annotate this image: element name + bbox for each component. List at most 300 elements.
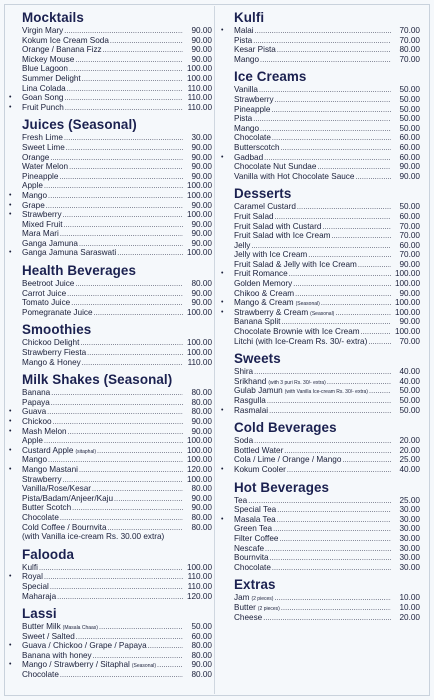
menu-item: [220, 465, 420, 475]
section-cold-beverages: [220, 420, 420, 477]
item-name: Chocolate: [234, 133, 271, 143]
item-name: Strawberry: [22, 474, 62, 484]
item-name: Fruit Romance: [234, 269, 288, 279]
menu-item: [220, 386, 420, 396]
item-price: 30.00: [399, 543, 420, 553]
menu-item: [8, 532, 212, 542]
menu-item: [220, 367, 420, 377]
item-price: 40.00: [399, 464, 420, 474]
menu-item: [8, 172, 212, 182]
item-price: 50.00: [399, 85, 420, 95]
item-price: 100.00: [186, 248, 212, 258]
item-name: Mango: [22, 190, 48, 200]
menu-right-column: [220, 8, 420, 625]
section-milk-shakes-seasonal: [8, 372, 212, 545]
menu-item: [8, 398, 212, 408]
item-price: 25.00: [399, 495, 420, 505]
bullet-icon: •: [9, 427, 12, 435]
item-price: 10.00: [399, 602, 420, 612]
bullet-icon: •: [9, 408, 12, 416]
item-price: 90.00: [191, 503, 212, 513]
section-desserts: [220, 186, 420, 349]
menu-item: [8, 348, 212, 358]
section-juices-seasonal: [8, 117, 212, 261]
item-name: Jelly with Ice Cream: [234, 250, 308, 260]
item-price: 90.00: [399, 171, 420, 181]
item-name: Chickoo: [22, 417, 52, 426]
menu-item: [220, 260, 420, 270]
menu-item: [8, 153, 212, 163]
item-price: 50.00: [191, 622, 212, 632]
item-name: Golden Memory: [234, 279, 293, 289]
item-name: Butter Milk: [22, 622, 61, 632]
menu-item: [8, 407, 212, 417]
menu-item: [8, 660, 212, 670]
menu-item: [220, 85, 420, 95]
menu-item: [220, 289, 420, 299]
menu-item: [8, 523, 212, 533]
menu-item: [220, 55, 420, 65]
item-name: Papaya: [22, 397, 50, 407]
item-price: 90.00: [191, 426, 212, 436]
item-name: Banana: [22, 388, 51, 398]
item-price: 80.00: [191, 650, 212, 660]
item-price: 90.00: [191, 54, 212, 64]
item-name: Mixed Fruit: [22, 219, 63, 229]
item-price: 90.00: [191, 238, 212, 248]
item-price: 90.00: [191, 35, 212, 45]
menu-item: [8, 84, 212, 94]
menu-item: [8, 308, 212, 318]
item-price: 100.00: [186, 348, 212, 358]
item-price: 90.00: [191, 660, 212, 670]
item-price: 90.00: [191, 298, 212, 308]
menu-item: [220, 45, 420, 55]
bullet-icon: •: [9, 211, 12, 219]
item-price: 100.00: [394, 279, 420, 289]
menu-item: [220, 327, 420, 337]
item-name: Mango: [234, 54, 260, 64]
menu-item: [8, 622, 212, 632]
item-price: 50.00: [399, 405, 420, 415]
menu-item: [220, 114, 420, 124]
item-name: Fruit Salad: [234, 211, 274, 221]
menu-item: [220, 298, 420, 308]
section-ice-creams: [220, 69, 420, 184]
menu-item: [8, 563, 212, 573]
section-title: Kulfi: [234, 10, 265, 25]
item-name: (with Vanilla ice-cream Rs. 30.00 extra): [22, 532, 165, 542]
item-name: Mango / Strawberry / Sitaphal: [22, 660, 130, 670]
item-price: 60.00: [399, 152, 420, 162]
menu-item: [8, 582, 212, 592]
section-mocktails: [8, 10, 212, 115]
item-price: 110.00: [187, 572, 212, 582]
menu-item: [8, 503, 212, 513]
dot-leader: [94, 308, 183, 319]
dot-leader: [355, 172, 391, 183]
item-name: Green Tea: [234, 524, 273, 534]
item-price: 80.00: [191, 397, 212, 407]
menu-item: [220, 105, 420, 115]
menu-item: [8, 220, 212, 230]
bullet-icon: •: [221, 27, 224, 34]
menu-item: [8, 513, 212, 523]
item-price: 70.00: [399, 26, 420, 35]
menu-item: [8, 74, 212, 84]
menu-item: [220, 337, 420, 347]
section-title: Milk Shakes (Seasonal): [22, 372, 173, 388]
item-price: 100.00: [186, 562, 212, 572]
item-name: Malai: [234, 26, 254, 35]
menu-item: [8, 133, 212, 143]
menu-item: [8, 289, 212, 299]
menu-item: [8, 279, 212, 289]
item-name: Pomegranate Juice: [22, 307, 93, 317]
bullet-icon: •: [9, 94, 12, 102]
item-price: 20.00: [399, 436, 420, 446]
menu-item: [8, 455, 212, 465]
bullet-icon: •: [9, 191, 12, 199]
item-price: 110.00: [187, 93, 212, 103]
item-price: 50.00: [399, 94, 420, 104]
menu-item: [220, 153, 420, 163]
item-name: Banana with honey: [22, 650, 92, 660]
menu-item: [220, 524, 420, 534]
menu-item: [220, 377, 420, 387]
menu-item: [220, 26, 420, 36]
menu-item: [8, 436, 212, 446]
menu-item: [8, 143, 212, 153]
dot-leader: [272, 563, 391, 574]
item-price: 100.00: [186, 210, 212, 220]
item-price: 100.00: [394, 298, 420, 308]
item-price: 80.00: [191, 407, 212, 417]
item-price: 100.00: [186, 307, 212, 317]
item-note: (Seasonal): [295, 301, 320, 308]
bullet-icon: •: [221, 153, 224, 161]
section-hot-beverages: [220, 480, 420, 576]
item-price: 70.00: [399, 221, 420, 231]
menu-item: [8, 248, 212, 258]
item-name: Ganga Jamuna: [22, 238, 78, 248]
section-extras: [220, 577, 420, 625]
menu-item: [8, 572, 212, 582]
item-price: 60.00: [191, 631, 212, 641]
item-price: 90.00: [191, 493, 212, 503]
item-name: Lina Colada: [22, 83, 66, 93]
item-name: Tea: [234, 495, 248, 505]
item-name: Butter Scotch: [22, 503, 72, 513]
item-name: Pineapple: [234, 104, 271, 114]
item-price: 30.00: [399, 533, 420, 543]
item-name: Cold Coffee / Bournvita: [22, 522, 107, 532]
item-price: 90.00: [191, 45, 212, 55]
item-price: 90.00: [191, 171, 212, 181]
menu-item: [220, 241, 420, 251]
item-price: 100.00: [394, 307, 420, 317]
item-price: 80.00: [399, 45, 420, 55]
dot-leader: [368, 337, 391, 348]
section-title: Extras: [234, 577, 276, 593]
item-note: (Seasonal): [310, 310, 335, 317]
item-name: Mango Mastani: [22, 464, 78, 474]
menu-item: [8, 484, 212, 494]
menu-item: [220, 269, 420, 279]
section-title: Hot Beverages: [234, 479, 330, 495]
item-price: 80.00: [191, 670, 212, 680]
menu-item: [220, 534, 420, 544]
item-name: Fruit Salad with Ice Cream: [234, 231, 331, 241]
item-price: 100.00: [394, 327, 420, 337]
item-name: Banana Split: [234, 317, 281, 327]
menu-item: [220, 202, 420, 212]
item-name: Fruit Salad & Jelly with Ice Cream: [234, 259, 357, 269]
item-note: (with Vanilla Ice-cream Rs. 30/- extra): [284, 389, 368, 396]
section-title: Juices (Seasonal): [22, 117, 137, 133]
item-name: Bournvita: [234, 553, 269, 563]
menu-item: [8, 494, 212, 504]
menu-item: [220, 212, 420, 222]
item-name: Maharaja: [22, 591, 57, 601]
menu-item: [8, 201, 212, 211]
item-name: Cheese: [234, 612, 263, 622]
item-price: 50.00: [399, 104, 420, 114]
item-name: Strawberry & Cream: [234, 307, 309, 317]
bullet-icon: •: [9, 642, 12, 650]
bullet-icon: •: [221, 308, 224, 316]
item-price: 50.00: [399, 386, 420, 396]
item-name: Blue Lagoon: [22, 64, 68, 74]
item-name: Apple: [22, 436, 43, 446]
item-note: (Seasonal): [131, 663, 157, 670]
menu-item: [8, 465, 212, 475]
item-name: Rasgulla: [234, 396, 266, 405]
item-price: 60.00: [399, 211, 420, 221]
item-name: Royal: [22, 572, 43, 582]
section-title: Sweets: [234, 351, 281, 367]
item-name: Fruit Punch: [22, 102, 64, 112]
item-price: 40.00: [399, 376, 420, 386]
dot-leader: [57, 592, 183, 603]
item-note: (Masala Chaas): [62, 625, 98, 632]
item-name: Custard Apple: [22, 445, 74, 455]
menu-item: [8, 338, 212, 348]
menu-item: [8, 162, 212, 172]
item-name: Chocolate Brownie with Ice Cream: [234, 327, 360, 337]
section-title: Lassi: [22, 606, 57, 622]
menu-item: [220, 496, 420, 506]
menu-item: [8, 64, 212, 74]
item-price: 100.00: [186, 455, 212, 465]
bullet-icon: •: [9, 446, 12, 454]
column-divider: [214, 6, 215, 694]
item-name: Tomato Juice: [22, 298, 71, 308]
menu-item: [220, 222, 420, 232]
section-falooda: [8, 547, 212, 604]
item-name: Bottled Water: [234, 445, 284, 455]
menu-item: [8, 446, 212, 456]
menu-item: [8, 26, 212, 36]
item-name: Caramel Custard: [234, 202, 296, 212]
item-name: Butterscotch: [234, 142, 280, 152]
item-name: Grape: [22, 200, 45, 210]
bullet-icon: •: [9, 201, 12, 209]
item-name: Nescafe: [234, 543, 265, 553]
menu-item: [8, 103, 212, 113]
dot-leader: [269, 406, 391, 417]
menu-item: [8, 641, 212, 651]
dot-leader: [263, 613, 391, 624]
menu-item: [8, 93, 212, 103]
menu-item: [220, 124, 420, 134]
item-price: 30.00: [399, 562, 420, 572]
item-price: 80.00: [191, 512, 212, 522]
item-price: 30.00: [191, 133, 212, 143]
menu-item: [220, 455, 420, 465]
item-name: Vanilla/Rose/Kesar: [22, 484, 92, 494]
item-name: Mango & Honey: [22, 357, 81, 367]
item-name: Fresh Lime: [22, 133, 63, 143]
menu-item: [220, 593, 420, 603]
dot-leader: [60, 670, 183, 681]
item-name: Orange / Banana Fizz: [22, 45, 102, 55]
item-price: 40.00: [399, 367, 420, 377]
item-name: Strawberry Fiesta: [22, 348, 87, 358]
menu-item: [220, 250, 420, 260]
item-price: 90.00: [191, 162, 212, 172]
menu-item: [220, 515, 420, 525]
item-price: 90.00: [191, 152, 212, 162]
menu-item: [220, 317, 420, 327]
item-name: Sweet / Salted: [22, 631, 75, 641]
section-title: Cold Beverages: [234, 420, 337, 436]
menu-item: [220, 553, 420, 563]
item-name: Mickey Mouse: [22, 54, 75, 64]
item-name: Chocolate: [22, 670, 59, 680]
item-name: Gadbad: [234, 152, 264, 162]
item-price: 10.00: [399, 593, 420, 603]
item-price: 30.00: [399, 514, 420, 524]
item-price: 30.00: [399, 524, 420, 534]
menu-item: [220, 231, 420, 241]
item-name: Summer Delight: [22, 73, 81, 83]
item-name: Ganga Jamuna Saraswati: [22, 248, 117, 258]
item-price: 80.00: [191, 522, 212, 532]
item-name: Strawberry: [234, 94, 274, 104]
menu-item: [220, 603, 420, 613]
item-name: Chocolate: [234, 562, 271, 572]
bullet-icon: •: [221, 465, 224, 473]
item-name: Pineapple: [22, 171, 59, 181]
item-name: Jam: [234, 593, 250, 603]
item-name: Chickoo Delight: [22, 338, 80, 348]
menu-item: [220, 162, 420, 172]
menu-item: [220, 308, 420, 318]
bullet-icon: •: [221, 515, 224, 523]
item-name: Orange: [22, 152, 50, 162]
item-price: 60.00: [399, 240, 420, 250]
section-lassi: [8, 606, 212, 683]
item-price: 100.00: [186, 338, 212, 348]
menu-item: [8, 210, 212, 220]
item-note: (2 pieces): [257, 605, 280, 612]
bullet-icon: •: [9, 103, 12, 111]
dot-leader: [65, 103, 183, 114]
menu-item: [220, 406, 420, 416]
menu-item: [8, 388, 212, 398]
item-price: 90.00: [191, 229, 212, 239]
item-name: Cola / Lime / Orange / Mango: [234, 455, 342, 465]
item-name: Carrot Juice: [22, 288, 67, 298]
menu-item: [220, 279, 420, 289]
bullet-icon: •: [9, 661, 12, 669]
item-price: 90.00: [399, 259, 420, 269]
item-name: Water Melon: [22, 162, 69, 172]
section-title: Ice Creams: [234, 69, 307, 85]
menu-item: [8, 670, 212, 680]
section-title: Smoothies: [22, 322, 92, 338]
bullet-icon: •: [221, 406, 224, 414]
item-price: 90.00: [399, 288, 420, 298]
menu-left-column: [8, 8, 212, 683]
bullet-icon: •: [9, 249, 12, 257]
section-title: Desserts: [234, 186, 292, 202]
item-price: 80.00: [191, 388, 212, 398]
item-name: Mango: [234, 123, 260, 133]
section-sweets: [220, 351, 420, 418]
item-price: 50.00: [399, 202, 420, 212]
dot-leader: [287, 465, 391, 476]
item-price: 90.00: [399, 317, 420, 327]
menu-item: [220, 563, 420, 573]
menu-item: [220, 95, 420, 105]
item-name: Special: [22, 581, 49, 591]
menu-item: [8, 298, 212, 308]
item-name: Fruit Salad with Custard: [234, 221, 322, 231]
item-name: Rasmalai: [234, 405, 269, 415]
item-price: 60.00: [399, 142, 420, 152]
item-price: 70.00: [399, 250, 420, 260]
item-price: 90.00: [191, 219, 212, 229]
section-title: Falooda: [22, 546, 75, 562]
item-price: 110.00: [187, 357, 212, 367]
item-price: 120.00: [186, 591, 212, 601]
section-smoothies: [8, 322, 212, 370]
menu-item: [220, 436, 420, 446]
item-name: Gulab Jamun: [234, 386, 283, 396]
item-price: 100.00: [186, 436, 212, 446]
menu-item: [220, 36, 420, 46]
item-note: (with 3 puri Rs. 30/- extra): [268, 379, 326, 386]
menu-item: [220, 133, 420, 143]
item-name: Apple: [22, 181, 43, 191]
menu-item: [8, 191, 212, 201]
menu-item: [8, 45, 212, 55]
item-name: Jelly: [234, 240, 251, 250]
item-name: Vanilla: [234, 85, 258, 95]
item-name: Vanilla with Hot Chocolate Sauce: [234, 171, 355, 181]
item-name: Mara Mari: [22, 229, 59, 239]
section-title: Health Beverages: [22, 263, 136, 279]
menu-item: [220, 396, 420, 406]
item-price: 25.00: [399, 455, 420, 465]
item-price: 110.00: [187, 581, 212, 591]
dot-leader: [117, 248, 183, 259]
item-price: 120.00: [186, 464, 212, 474]
item-name: Chikoo & Cream: [234, 288, 295, 298]
menu-item: [220, 544, 420, 554]
